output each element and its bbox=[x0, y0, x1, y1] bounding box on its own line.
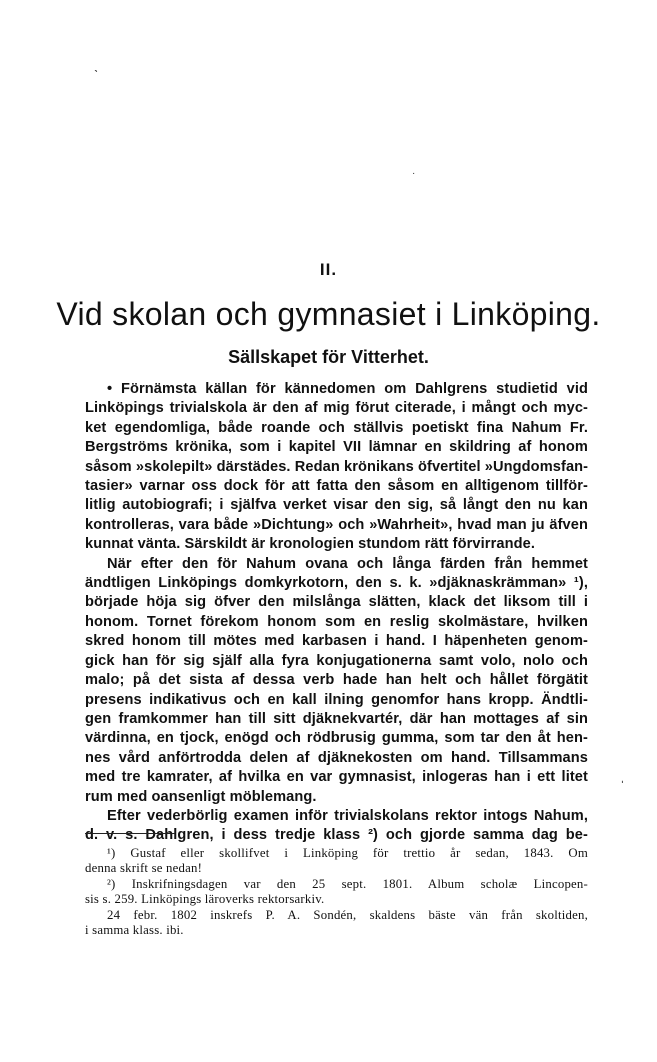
footnotes bbox=[85, 846, 588, 938]
text-line: värdinna, en tjock, enögd och rödbrusig gumma, som tar den åt hen- bbox=[85, 730, 588, 747]
body-text bbox=[85, 380, 588, 846]
footnote-line: ¹) Gustaf eller skollifvet i Linköping för trettio år sedan, 1843. Om bbox=[107, 846, 588, 860]
text-line: ket egendomliga, både roande och ställvis poetiskt fina Nahum Fr. bbox=[85, 419, 588, 436]
text-line: kontrolleras, vara både »Dichtung» och »Wahrheit», hvad man ju äfven bbox=[85, 516, 588, 533]
text-line: med tre kamrater, af hvilka en var gymnasist, inlogeras han i ett litet bbox=[85, 769, 588, 786]
text-line: rum med oansenligt möblemang. bbox=[85, 788, 317, 805]
margin-mark: ˈ bbox=[620, 778, 625, 794]
text-line: litlig autobiografi; i själfva verket visar den sig, så långt den nu kan bbox=[85, 497, 588, 514]
text-line: ändtligen Linköpings domkyrkotorn, den s. k. »djäknaskrämman» ¹), bbox=[85, 575, 588, 592]
text-line: skred honom till mötes med karbasen i hand. I häpenheten genom- bbox=[85, 633, 588, 650]
text-line: malo; på det sista af dessa verb hade han helt och hållet förgätit bbox=[85, 672, 588, 689]
footnote-line: ²) Inskrifningsdagen var den 25 sept. 1801. Album scholæ Lincopen- bbox=[107, 876, 588, 891]
text-line: När efter den för Nahum ovana och långa färden från hemmet bbox=[107, 555, 588, 572]
text-line: Bergströms krönika, som i kapitel VII lämnar en skildring af honom bbox=[85, 439, 588, 456]
text-line: kunnat vänta. Särskildt är kronologien stundom rätt förvirrande. bbox=[85, 536, 535, 553]
text-line: gick han för sig själf alla fyra konjugationerna samt volo, nolo och bbox=[85, 652, 588, 669]
text-line: började höja sig öfver den milslånga slätten, klack det liksom till i bbox=[85, 594, 588, 611]
text-line: såsom »skolepilt» därstädes. Redan krönikans öfvertitel »Ungdomsfan- bbox=[85, 458, 589, 475]
text-line: Linköpings trivialskola är den af mig förut citerade, i mångt och myc- bbox=[85, 400, 588, 417]
footnote-line: 24 febr. 1802 inskrefs P. A. Sondén, skaldens bäste vän från skoltiden, bbox=[107, 907, 588, 922]
ink-speck: ˎ bbox=[94, 56, 99, 72]
text-line: nes vård anförtrodda delen af djäknekosten om hand. Tillsammans bbox=[85, 749, 588, 766]
text-line: • Förnämsta källan för kännedomen om Dahlgrens studietid vid bbox=[107, 381, 588, 397]
section-subtitle: Sällskapet för Vitterhet. bbox=[228, 347, 429, 367]
chapter-title: Vid skolan och gymnasiet i Linköping. bbox=[56, 296, 601, 332]
footnote-line: denna skrift se nedan! bbox=[85, 861, 203, 876]
footnote-line: i samma klass. ibi. bbox=[85, 923, 184, 938]
text-line: Efter vederbörlig examen inför trivialskolans rektor intogs Nahum, bbox=[107, 807, 588, 824]
ink-dot: · bbox=[412, 168, 416, 179]
text-line: honom. Tornet förekom honom som en reslig skolmästare, hvilken bbox=[85, 613, 588, 630]
footnote-line: sis s. 259. Linköpings läroverks rektorsarkiv. bbox=[85, 892, 325, 907]
text-line: tasier» varnar oss dock för att fatta den såsom en alltigenom tillför- bbox=[85, 478, 588, 495]
text-line: gen framkommer han till sitt djäknekvartér, där han mottages af sin bbox=[85, 710, 588, 727]
chapter-number: II. bbox=[319, 260, 338, 279]
text-line: presens indikativus och en kall ilning genomfor hans kropp. Ändtli- bbox=[85, 691, 588, 708]
footnote-rule bbox=[85, 833, 175, 834]
text-line: d. v. s. Dahlgren, i dess tredje klass ²) och gjorde samma dag be- bbox=[85, 827, 588, 844]
